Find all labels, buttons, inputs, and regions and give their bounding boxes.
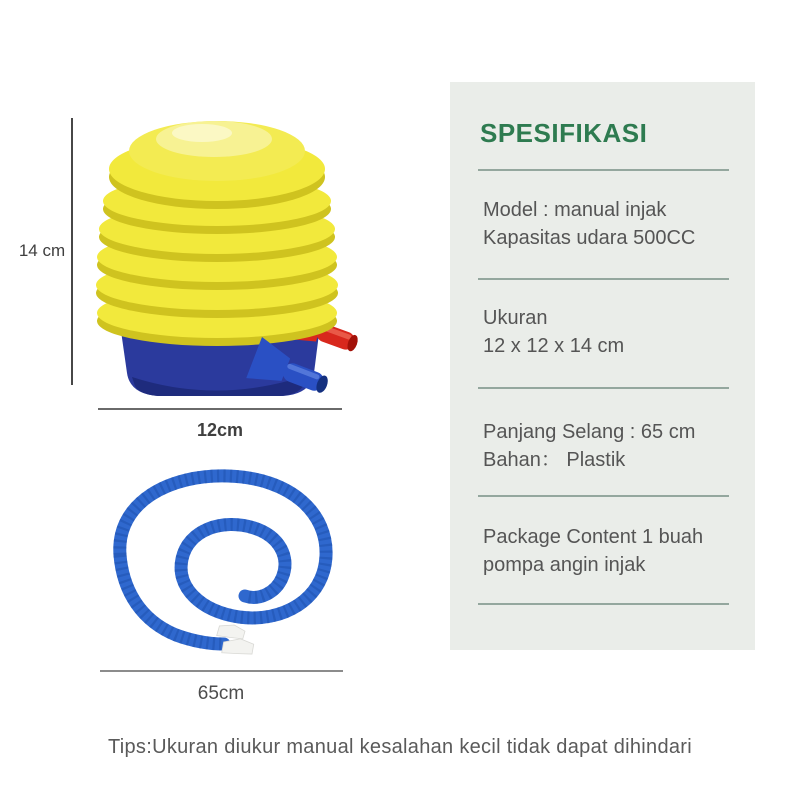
hose-measure-line [100, 670, 343, 672]
hose-length-label: 65cm [197, 683, 245, 704]
foot-pump-image [90, 105, 375, 400]
spec-section-selang [483, 418, 743, 474]
divider [478, 278, 729, 280]
spec-line: pompa angin injak [483, 554, 646, 576]
pump-height-label: 14 cm [18, 241, 66, 260]
spec-panel-title: SPESIFIKASI [480, 118, 648, 148]
spec-section-model [483, 196, 743, 252]
pump-dome [109, 121, 325, 209]
spec-line: Panjang Selang : 65 cm [483, 421, 696, 443]
spec-line: Ukuran [483, 307, 548, 329]
spec-section-package [483, 523, 743, 579]
divider [478, 169, 729, 171]
divider [478, 387, 729, 389]
hose-coil [120, 476, 326, 644]
spec-panel [450, 82, 755, 650]
divider [478, 603, 729, 605]
divider [478, 495, 729, 497]
spec-section-ukuran [483, 304, 743, 360]
spec-line: Model : manual injak [483, 199, 667, 221]
air-hose-image [98, 460, 358, 665]
pump-width-label: 12cm [196, 420, 244, 440]
spec-line: Package Content 1 buah [483, 526, 704, 548]
spec-line: Bahan： Plastik [483, 449, 626, 471]
spec-line: Kapasitas udara 500CC [483, 227, 696, 249]
tips-text: Tips:Ukuran diukur manual kesalahan kecil tidak dapat dihindari [107, 736, 693, 758]
width-measure-line [98, 408, 342, 410]
spec-line: 12 x 12 x 14 cm [483, 335, 625, 357]
